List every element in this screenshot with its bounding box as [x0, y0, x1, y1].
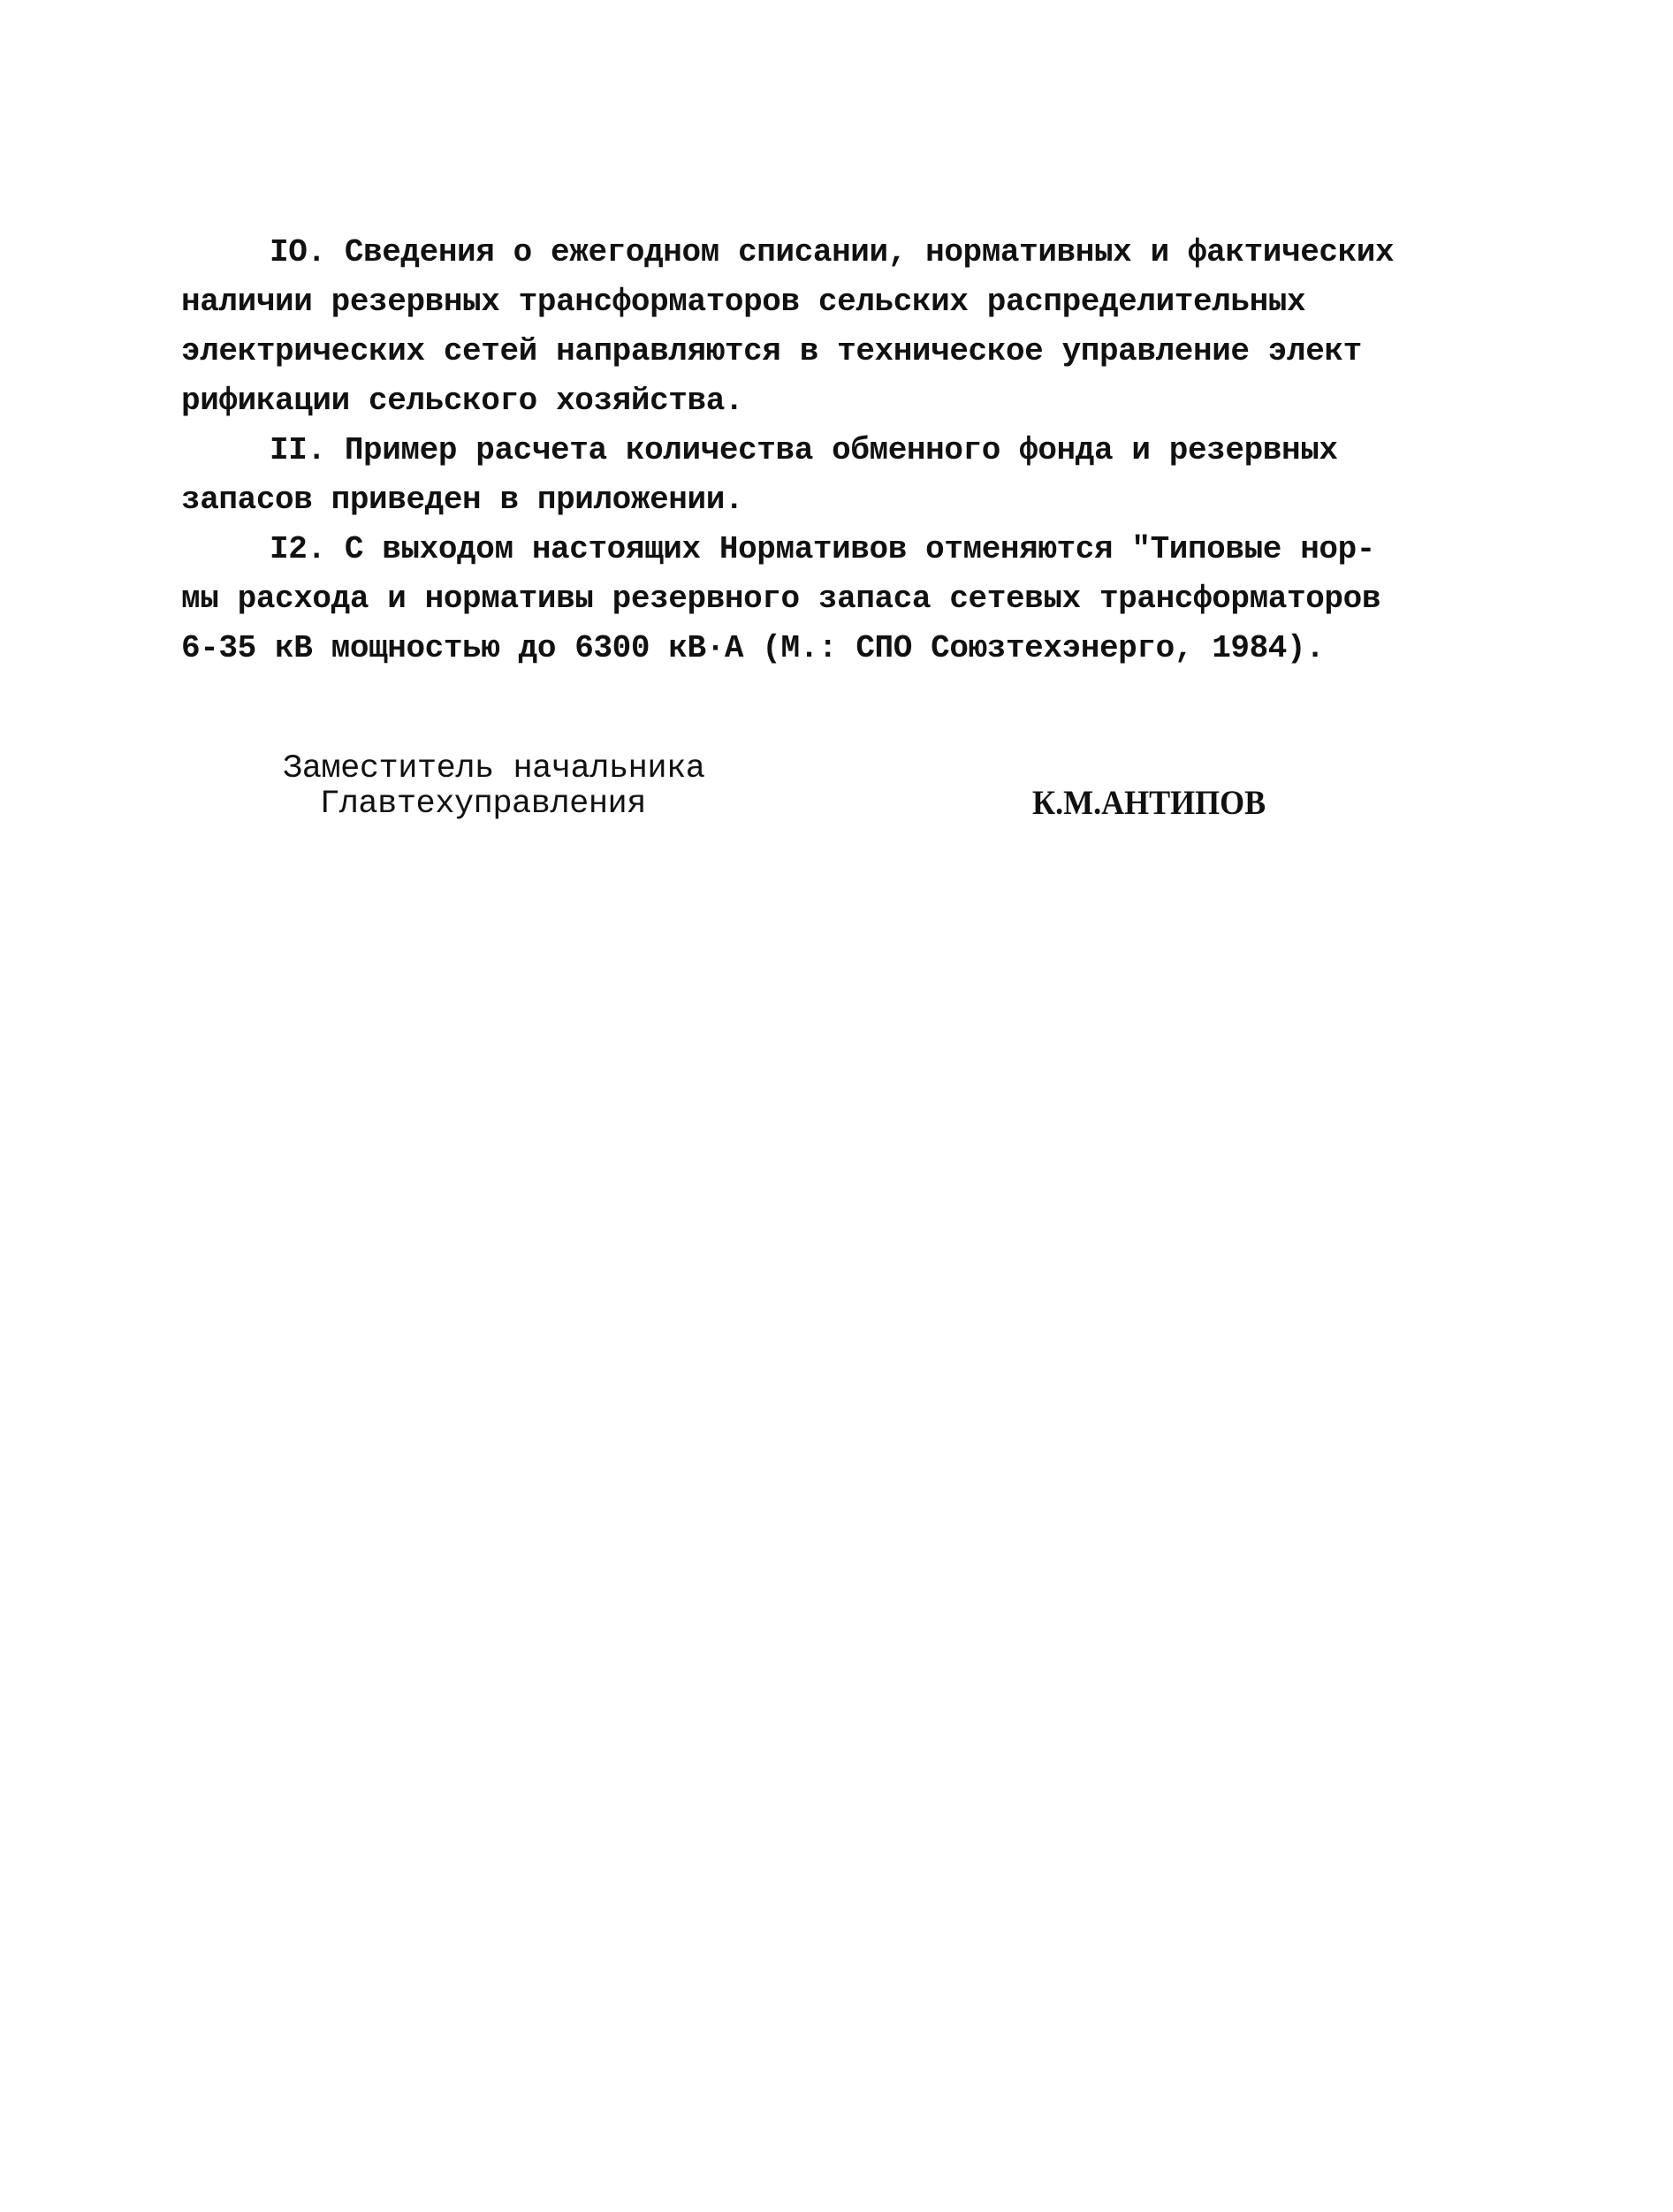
paragraph-line: IO. Сведения о ежегодном списании, нормативных и фактических — [270, 234, 1395, 270]
paragraph-line: I2. С выходом настоящих Нормативов отменяются "Типовые нор- — [270, 531, 1376, 567]
signatory-name: К.М.АНТИПОВ — [1032, 783, 1266, 822]
paragraph-line: электрических сетей направляются в техническое управление элект — [181, 333, 1362, 369]
paragraph-12 — [181, 525, 1418, 673]
paragraph-line: наличии резервных трансформаторов сельских распределительных — [181, 284, 1306, 320]
paragraph-line: запасов приведен в приложении. — [181, 482, 744, 518]
document-body — [181, 228, 1418, 673]
signatory-position-line-1: Заместитель начальника — [283, 750, 705, 787]
signature-block — [283, 751, 1343, 848]
signatory-position — [283, 751, 704, 822]
signatory-position-line-2: Главтехуправления — [320, 786, 646, 823]
paragraph-10 — [181, 228, 1418, 426]
paragraph-line: рификации сельского хозяйства. — [181, 383, 744, 419]
paragraph-line: II. Пример расчета количества обменного фонда и резервных — [270, 432, 1338, 468]
paragraph-line: мы расхода и нормативы резервного запаса сетевых трансформаторов — [181, 581, 1381, 617]
paragraph-line: 6-35 кВ мощностью до 6300 кВ·А (М.: СПО Союзтехэнерго, 1984). — [181, 630, 1325, 666]
paragraph-11 — [181, 426, 1418, 525]
